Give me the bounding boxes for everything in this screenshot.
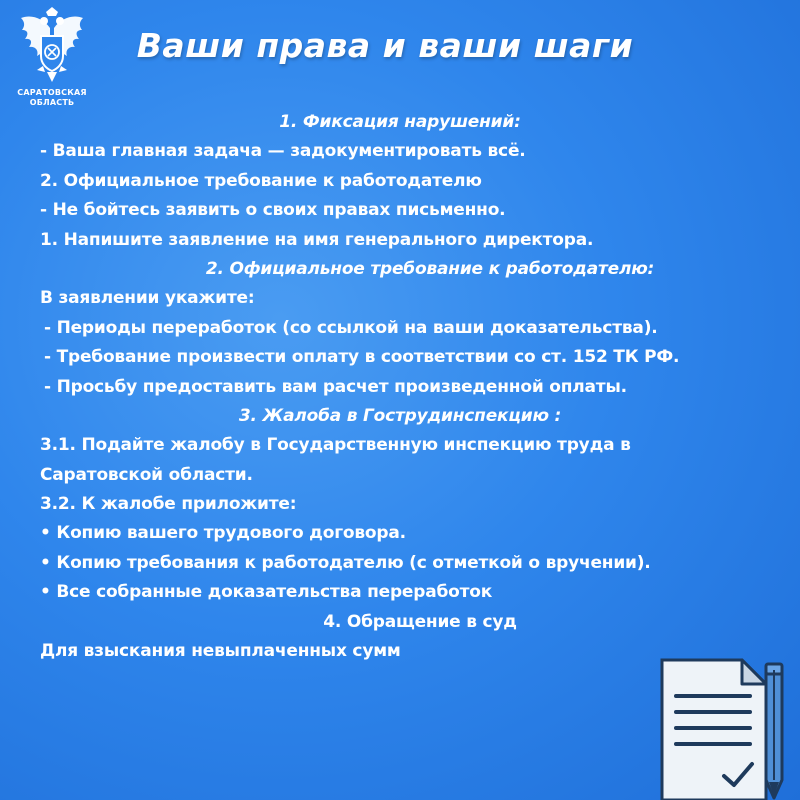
text-line: 3.1. Подайте жалобу в Государственную инспекцию труда в [40, 435, 631, 456]
steps-content [40, 108, 780, 666]
text-line: - Не бойтесь заявить о своих правах письменно. [40, 200, 506, 221]
text-line: 3.2. К жалобе приложите: [40, 494, 297, 515]
list-item: - Требование произвести оплату в соответствии со ст. 152 ТК РФ. [44, 347, 680, 368]
section-heading-fixation: 1. Фиксация нарушений: [279, 112, 521, 132]
list-item: • Все собранные доказательства переработок [40, 582, 493, 603]
text-line: 1. Напишите заявление на имя генерального директора. [40, 229, 594, 250]
text-line: - Ваша главная задача — задокументировать всё. [40, 141, 526, 162]
section-heading-court: 4. Обращение в суд [323, 611, 517, 632]
section-heading-demand: 2. Официальное требование к работодателю: [205, 258, 655, 279]
text-line: Для взыскания невыплаченных сумм [40, 641, 401, 662]
document-illustration [648, 650, 800, 800]
page-title: Ваши права и ваши шаги [136, 26, 634, 65]
document-with-checkmark-icon [662, 660, 766, 800]
text-line: Саратовской области. [40, 464, 253, 485]
text-line: В заявлении укажите: [40, 288, 255, 309]
logo-text-line1: САРАТОВСКАЯ [17, 88, 87, 97]
list-item: - Просьбу предоставить вам расчет произведенной оплаты. [44, 376, 627, 397]
logo-text-line2: ОБЛАСТЬ [29, 98, 75, 107]
list-item: - Периоды переработок (со ссылкой на ваши доказательства). [44, 317, 658, 338]
list-item: • Копию требования к работодателю (с отметкой о вручении). [40, 552, 651, 573]
section-heading-complaint: 3. Жалоба в Гострудинспекцию : [238, 405, 562, 426]
pen-icon [766, 664, 782, 798]
text-line: 2. Официальное требование к работодателю [40, 170, 482, 191]
list-item: • Копию вашего трудового договора. [40, 523, 406, 544]
